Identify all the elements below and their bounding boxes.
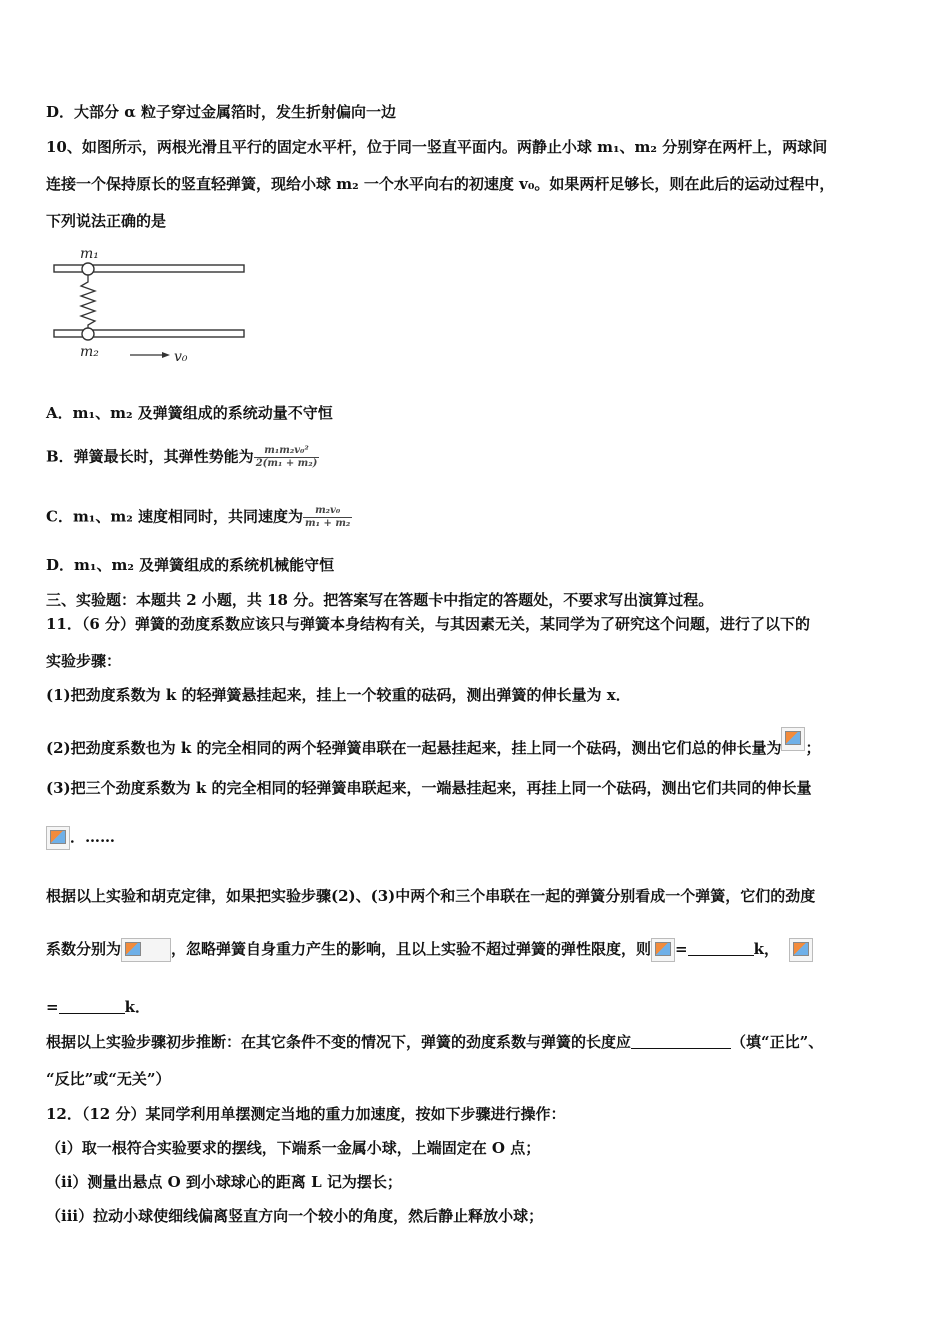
option-c-fraction: $\frac{\text{m₂v₀}}{\text{m₁ + m₂}}$ bbox=[305, 505, 351, 529]
q12-stem: 12．（12 分）某同学利用单摆测定当地的重力加速度，按如下步骤进行操作： bbox=[46, 1105, 566, 1123]
q12-step-i: （i）取一根符合实验要求的摆线，下端系一金属小球，上端固定在 O 点； bbox=[46, 1139, 541, 1157]
q11-step1: (1)把劲度系数为 k 的轻弹簧悬挂起来，挂上一个较重的砝码，测出弹簧的伸长量为 x． bbox=[46, 686, 631, 704]
q10-stem-line2: 连接一个保持原长的竖直轻弹簧，现给小球 m₂ 一个水平向右的初速度 v₀。如果两杆足够长，则在此后的运动过程中， bbox=[46, 175, 835, 193]
broken-image-icon bbox=[651, 938, 675, 962]
q11-conclusion-line2: 系数分别为 ，忽略弹簧自身重力产生的影响，且以上实验不超过弹簧的弹性限度，则 = k， bbox=[46, 938, 813, 962]
ball-m2 bbox=[82, 328, 94, 340]
velocity-arrowhead bbox=[162, 352, 170, 358]
q10-option-b: B．弹簧最长时，其弹性势能为 $\frac{\text{m₁m₂v₀²}}{\text{2(m₁ + m₂)}}$ bbox=[46, 445, 318, 469]
q10-option-d: D．m₁、m₂ 及弹簧组成的系统机械能守恒 bbox=[46, 556, 335, 574]
section3-heading: 三、实验题：本题共 2 小题，共 18 分。把答案写在答题卡中指定的答题处，不要求写出演算过程。 bbox=[46, 591, 714, 609]
broken-image-icon bbox=[789, 938, 813, 962]
q11-step2: (2)把劲度系数也为 k 的完全相同的两个轻弹簧串联在一起悬挂起来，挂上同一个砝码，测出它们总的伸长量为 ； bbox=[46, 727, 821, 758]
q10-stem-line3: 下列说法正确的是 bbox=[46, 212, 167, 230]
label-m2: m₂ bbox=[80, 344, 99, 360]
q11-inference-line2: “反比”或“无关”） bbox=[46, 1070, 171, 1088]
q11-stem-line2: 实验步骤： bbox=[46, 652, 122, 670]
q10-option-c: C．m₁、m₂ 速度相同时，共同速度为 $\frac{\text{m₂v₀}}{\text{m₁ + m₂}}$ bbox=[46, 505, 351, 529]
answer-blank-2[interactable] bbox=[59, 999, 125, 1014]
broken-image-icon bbox=[46, 826, 70, 850]
option-b-fraction: $\frac{\text{m₁m₂v₀²}}{\text{2(m₁ + m₂)}}$ bbox=[255, 445, 318, 469]
q11-stem-line1: 11．（6 分）弹簧的劲度系数应该只与弹簧本身结构有关，与其因素无关，某同学为了研究这个问题，进行了以下的 bbox=[46, 615, 811, 633]
prev-option-d: D．大部分 α 粒子穿过金属箔时，发生折射偏向一边 bbox=[46, 103, 397, 121]
q10-stem-line1: 10、如图所示，两根光滑且平行的固定水平杆，位于同一竖直平面内。两静止小球 m₁、m₂ 分别穿在两杆上，两球间 bbox=[46, 138, 828, 156]
broken-image-icon bbox=[121, 938, 171, 962]
q11-step3-continued: ．…… bbox=[46, 826, 115, 850]
q12-step-ii: （ii）测量出悬点 O 到小球球心的距离 L 记为摆长； bbox=[46, 1173, 402, 1191]
spring bbox=[81, 275, 95, 328]
label-v0: v₀ bbox=[174, 349, 188, 365]
answer-blank-1[interactable] bbox=[688, 941, 754, 956]
q11-conclusion-line1: 根据以上实验和胡克定律，如果把实验步骤(2)、(3)中两个和三个串联在一起的弹簧分别看成一个弹簧，它们的劲度 bbox=[46, 887, 816, 905]
label-m1: m₁ bbox=[80, 246, 99, 262]
answer-blank-3[interactable] bbox=[631, 1034, 731, 1049]
ball-m1 bbox=[82, 263, 94, 275]
broken-image-icon bbox=[781, 727, 805, 751]
q11-step3: (3)把三个劲度系数为 k 的完全相同的轻弹簧串联起来，一端悬挂起来，再挂上同一个砝码，测出它们共同的伸长量 bbox=[46, 779, 812, 797]
q10-option-a: A．m₁、m₂ 及弹簧组成的系统动量不守恒 bbox=[46, 404, 333, 422]
q11-inference-line1: 根据以上实验步骤初步推断：在其它条件不变的情况下，弹簧的劲度系数与弹簧的长度应 （填“正比”、 bbox=[46, 1033, 824, 1051]
q12-step-iii: （iii）拉动小球使细线偏离竖直方向一个较小的角度，然后静止释放小球； bbox=[46, 1207, 544, 1225]
q10-figure bbox=[46, 242, 256, 367]
q11-conclusion-line3: = k． bbox=[46, 998, 150, 1016]
